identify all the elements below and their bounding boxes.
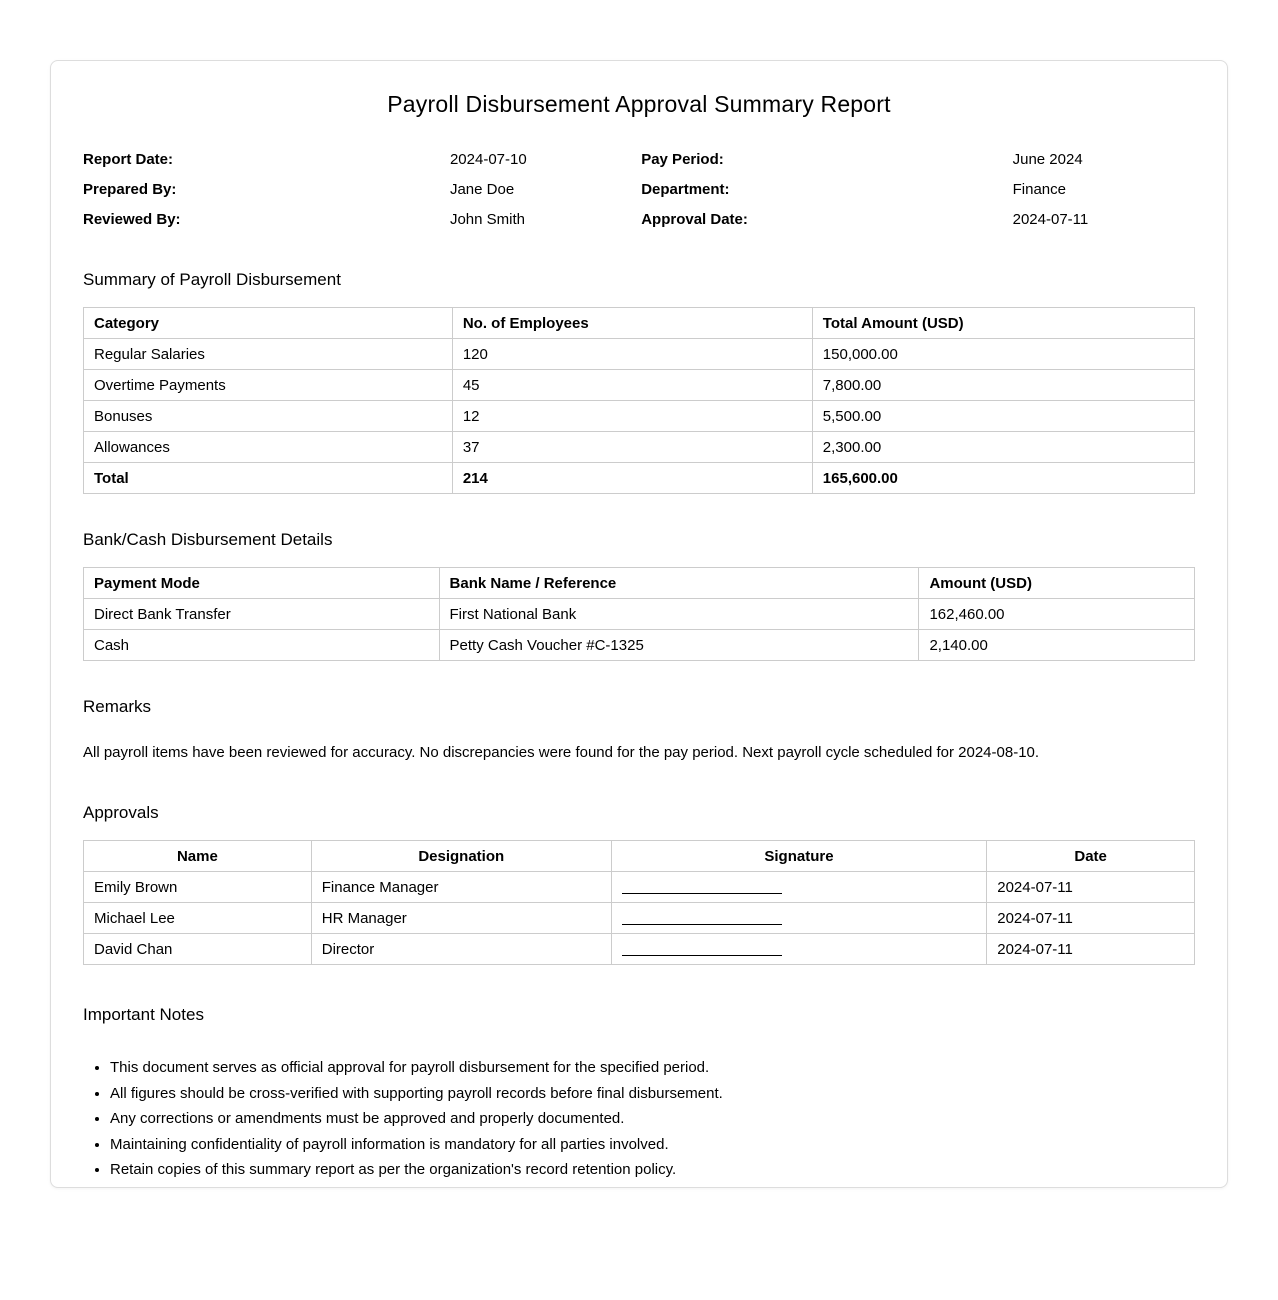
- column-header-employees: No. of Employees: [452, 308, 812, 339]
- report-card: [50, 60, 1228, 1188]
- approvals-table: [83, 840, 1195, 965]
- table-cell: 37: [452, 432, 812, 463]
- table-cell: Petty Cash Voucher #C-1325: [439, 630, 919, 661]
- signature-cell: [611, 872, 987, 903]
- approval-date: 2024-07-11: [987, 903, 1195, 934]
- column-header-date: Date: [987, 841, 1195, 872]
- note-item: • This document serves as official approval for payroll disbursement for the specified period.: [110, 1055, 1195, 1081]
- table-row: [84, 339, 1195, 370]
- table-row: [84, 630, 1195, 661]
- table-cell: Direct Bank Transfer: [84, 599, 440, 630]
- signature-cell: [611, 903, 987, 934]
- signature-line: [622, 911, 782, 925]
- meta-label-approval-date: Approval Date:: [641, 210, 748, 228]
- summary-total-row: [84, 463, 1195, 494]
- meta-value-department: Finance: [1012, 180, 1066, 198]
- meta-label-pay-period: Pay Period:: [641, 150, 724, 168]
- approver-name: Michael Lee: [84, 903, 312, 934]
- note-item: • All figures should be cross-verified with supporting payroll records before final disbursement.: [110, 1081, 1195, 1107]
- summary-section-heading: Summary of Payroll Disbursement: [83, 270, 341, 289]
- meta-value-prepared-by: Jane Doe: [449, 180, 515, 198]
- table-row: [84, 401, 1195, 432]
- column-header-total-amount: Total Amount (USD): [812, 308, 1194, 339]
- signature-cell: [611, 934, 987, 965]
- important-notes-list: [83, 1055, 1195, 1183]
- meta-value-pay-period: June 2024: [1012, 150, 1083, 168]
- table-cell: 12: [452, 401, 812, 432]
- total-cell: Total: [84, 463, 453, 494]
- column-header-amount: Amount (USD): [919, 568, 1195, 599]
- column-header-signature: Signature: [611, 841, 987, 872]
- table-header-row: [84, 568, 1195, 599]
- table-row: [84, 903, 1195, 934]
- signature-line: [622, 880, 782, 894]
- table-cell: 162,460.00: [919, 599, 1195, 630]
- meta-label-reviewed-by: Reviewed By:: [83, 210, 181, 228]
- note-item: • Any corrections or amendments must be approved and properly documented.: [110, 1106, 1195, 1132]
- table-cell: 120: [452, 339, 812, 370]
- meta-row: [83, 174, 1195, 204]
- table-cell: 7,800.00: [812, 370, 1194, 401]
- table-cell: 45: [452, 370, 812, 401]
- column-header-designation: Designation: [311, 841, 611, 872]
- table-row: [84, 432, 1195, 463]
- table-row: [84, 599, 1195, 630]
- table-cell: 5,500.00: [812, 401, 1194, 432]
- meta-row: [83, 204, 1195, 234]
- note-item: • Maintaining confidentiality of payroll information is mandatory for all parties involved.: [110, 1132, 1195, 1158]
- approver-designation: HR Manager: [311, 903, 611, 934]
- table-row: [84, 370, 1195, 401]
- remarks-text: All payroll items have been reviewed for accuracy. No discrepancies were found for the pay period. Next payroll cycle scheduled for 2024-08-10.: [83, 744, 1040, 761]
- bank-table: [83, 567, 1195, 661]
- table-cell: Allowances: [84, 432, 453, 463]
- bank-section-heading: Bank/Cash Disbursement Details: [83, 530, 333, 549]
- column-header-bank-reference: Bank Name / Reference: [439, 568, 919, 599]
- column-header-category: Category: [84, 308, 453, 339]
- meta-value-report-date: 2024-07-10: [449, 150, 527, 168]
- remarks-section-heading: Remarks: [83, 697, 152, 716]
- approver-designation: Director: [311, 934, 611, 965]
- table-cell: Cash: [84, 630, 440, 661]
- page-title: Payroll Disbursement Approval Summary Report: [387, 91, 891, 117]
- report-meta: [83, 144, 1195, 234]
- table-cell: First National Bank: [439, 599, 919, 630]
- column-header-payment-mode: Payment Mode: [84, 568, 440, 599]
- total-cell: 165,600.00: [812, 463, 1194, 494]
- table-cell: 2,140.00: [919, 630, 1195, 661]
- table-row: [84, 872, 1195, 903]
- approver-name: David Chan: [84, 934, 312, 965]
- meta-value-approval-date: 2024-07-11: [1012, 210, 1089, 228]
- notes-section-heading: Important Notes: [83, 1005, 204, 1024]
- approval-date: 2024-07-11: [987, 872, 1195, 903]
- signature-line: [622, 942, 782, 956]
- meta-row: [83, 144, 1195, 174]
- table-cell: 2,300.00: [812, 432, 1194, 463]
- approvals-section-heading: Approvals: [83, 803, 159, 822]
- table-row: [84, 934, 1195, 965]
- table-header-row: [84, 841, 1195, 872]
- meta-value-reviewed-by: John Smith: [449, 210, 525, 228]
- column-header-name: Name: [84, 841, 312, 872]
- meta-label-report-date: Report Date:: [83, 150, 174, 168]
- approver-designation: Finance Manager: [311, 872, 611, 903]
- table-cell: 150,000.00: [812, 339, 1194, 370]
- summary-table: [83, 307, 1195, 494]
- approver-name: Emily Brown: [84, 872, 312, 903]
- note-item: • Retain copies of this summary report as per the organization's record retention policy.: [110, 1157, 1195, 1183]
- table-cell: Regular Salaries: [84, 339, 453, 370]
- table-header-row: [84, 308, 1195, 339]
- total-cell: 214: [452, 463, 812, 494]
- meta-label-department: Department:: [641, 180, 730, 198]
- meta-label-prepared-by: Prepared By:: [83, 180, 177, 198]
- table-cell: Bonuses: [84, 401, 453, 432]
- approval-date: 2024-07-11: [987, 934, 1195, 965]
- table-cell: Overtime Payments: [84, 370, 453, 401]
